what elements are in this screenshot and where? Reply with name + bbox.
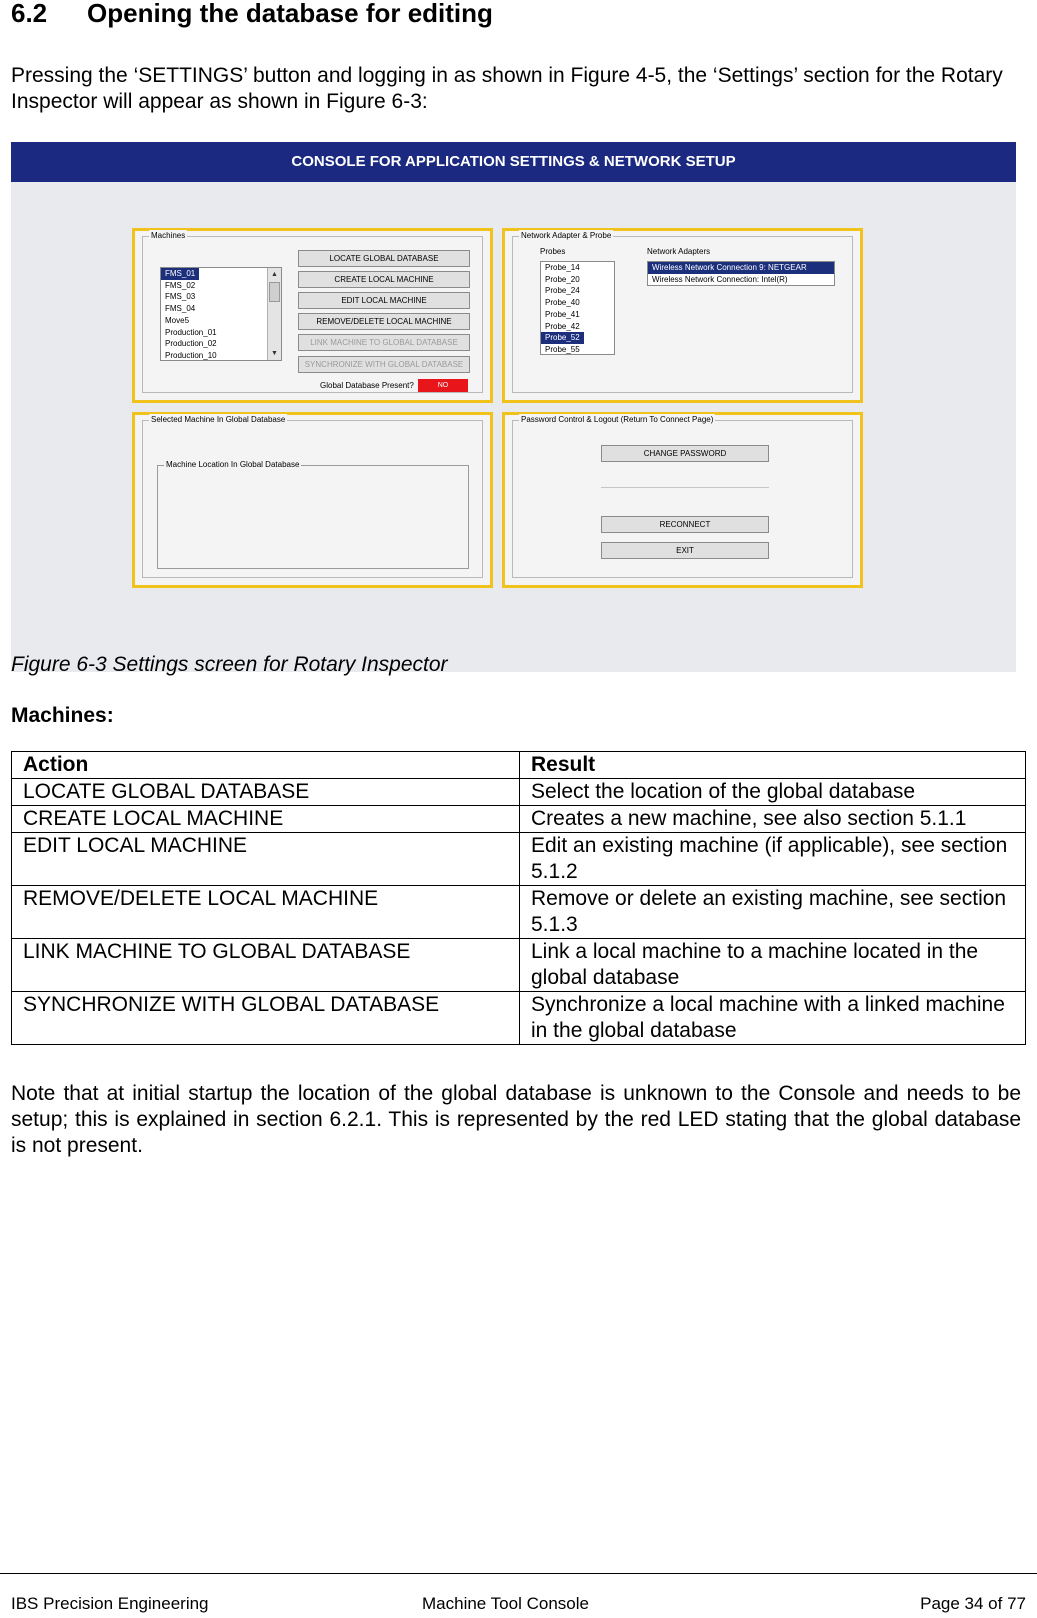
probe-list-item[interactable]: Probe_40: [545, 298, 580, 308]
result-cell: Link a local machine to a machine located in the global database: [520, 939, 1026, 992]
action-cell: LINK MACHINE TO GLOBAL DATABASE: [12, 939, 520, 992]
probe-list-item[interactable]: Probe_55: [545, 344, 580, 354]
selected-machine-panel: [132, 412, 493, 588]
probe-list-item[interactable]: Probe_42: [545, 321, 580, 331]
machine-location-label: Machine Location In Global Database: [166, 460, 300, 469]
footer-page-number: Page 34 of 77: [920, 1594, 1026, 1613]
table-header-row: [12, 752, 1026, 779]
adapters-label: Network Adapters: [647, 247, 711, 256]
remove-local-machine-button[interactable]: REMOVE/DELETE LOCAL MACHINE: [298, 313, 470, 330]
console-title-bar: CONSOLE FOR APPLICATION SETTINGS & NETWORK SETUP: [11, 142, 1016, 182]
footer-document-title: Machine Tool Console: [422, 1594, 589, 1613]
network-panel-label: Network Adapter & Probe: [521, 231, 612, 240]
create-local-machine-button[interactable]: CREATE LOCAL MACHINE: [298, 271, 470, 288]
probe-list-item[interactable]: Probe_41: [545, 309, 580, 319]
adapters-listbox[interactable]: [647, 261, 835, 286]
result-cell: Synchronize a local machine with a linked machine in the global database: [520, 992, 1026, 1045]
result-cell: Creates a new machine, see also section 5.1.1: [520, 806, 1026, 833]
global-present-label: Global Database Present?: [320, 381, 414, 390]
synchronize-button[interactable]: SYNCHRONIZE WITH GLOBAL DATABASE: [298, 356, 470, 373]
machines-panel-label: Machines: [151, 231, 186, 240]
header-result: Result: [520, 752, 1026, 779]
link-machine-button[interactable]: LINK MACHINE TO GLOBAL DATABASE: [298, 334, 470, 351]
adapter-list-item[interactable]: Wireless Network Connection 9: NETGEAR: [648, 262, 834, 274]
section-title: Opening the database for editing: [87, 0, 493, 28]
machine-list-item[interactable]: Production_01: [165, 327, 217, 337]
machines-heading: Machines:: [11, 704, 114, 727]
exit-button[interactable]: EXIT: [601, 542, 769, 559]
machine-location-group: [157, 460, 469, 569]
settings-screenshot: [11, 142, 1016, 672]
result-cell: Select the location of the global database: [520, 779, 1026, 806]
global-present-led: NO: [418, 379, 468, 392]
action-cell: SYNCHRONIZE WITH GLOBAL DATABASE: [12, 992, 520, 1045]
change-password-button[interactable]: CHANGE PASSWORD: [601, 445, 769, 462]
machine-list-item[interactable]: Production_10: [165, 350, 217, 360]
scroll-down-icon[interactable]: ▼: [271, 350, 278, 357]
edit-local-machine-button[interactable]: EDIT LOCAL MACHINE: [298, 292, 470, 309]
scroll-thumb[interactable]: [269, 282, 280, 302]
action-cell: REMOVE/DELETE LOCAL MACHINE: [12, 886, 520, 939]
selected-machine-label: Selected Machine In Global Database: [151, 415, 286, 424]
table-row: [12, 833, 1026, 886]
probe-list-item[interactable]: Probe_24: [545, 286, 580, 296]
section-number: 6.2: [11, 0, 48, 28]
machine-list-item[interactable]: Production_02: [165, 339, 217, 349]
intro-paragraph: Pressing the ‘SETTINGS’ button and logging in as shown in Figure 4-5, the ‘Settings’ section for the Rotary Inspector will appear as shown in Figure 6-3:: [11, 64, 1003, 113]
footer-company: IBS Precision Engineering: [11, 1594, 209, 1613]
machines-scrollbar[interactable]: [267, 268, 281, 360]
probe-list-item[interactable]: Probe_14: [545, 263, 580, 272]
password-panel: [502, 412, 863, 588]
figure-caption: Figure 6-3 Settings screen for Rotary Inspector: [11, 653, 448, 676]
table-row: [12, 992, 1026, 1045]
action-cell: LOCATE GLOBAL DATABASE: [12, 779, 520, 806]
result-cell: Edit an existing machine (if applicable), see section 5.1.2: [520, 833, 1026, 886]
reconnect-button[interactable]: RECONNECT: [601, 516, 769, 533]
network-panel: [502, 228, 863, 403]
divider: [601, 487, 769, 488]
probe-list-item[interactable]: Probe_20: [545, 274, 580, 284]
action-cell: EDIT LOCAL MACHINE: [12, 833, 520, 886]
table-row: [12, 939, 1026, 992]
section-heading: [11, 0, 493, 29]
machine-list-item[interactable]: FMS_03: [165, 292, 196, 302]
table-row: [12, 886, 1026, 939]
probes-label: Probes: [540, 247, 566, 256]
probe-list-item[interactable]: Probe_52: [541, 332, 584, 344]
note-paragraph: Note that at initial startup the location of the global database is unknown to the Console and needs to be setup; this is explained in section 6.2.1. This is represented by the red LED stating that the global database is not present.: [11, 1082, 1021, 1157]
header-action: Action: [12, 752, 520, 779]
machine-list-item[interactable]: FMS_04: [165, 304, 196, 314]
action-cell: CREATE LOCAL MACHINE: [12, 806, 520, 833]
machine-list-item[interactable]: Move5: [165, 315, 190, 325]
adapter-list-item[interactable]: Wireless Network Connection: Intel(R): [652, 274, 788, 284]
machine-list-item[interactable]: FMS_01: [161, 268, 199, 280]
actions-table: [11, 751, 1026, 1045]
machine-list-item[interactable]: FMS_02: [165, 280, 196, 290]
password-panel-label: Password Control & Logout (Return To Connect Page): [521, 415, 714, 424]
scroll-up-icon[interactable]: ▲: [271, 271, 278, 278]
machines-listbox[interactable]: [160, 267, 282, 361]
footer-divider: [0, 1573, 1037, 1574]
table-row: [12, 806, 1026, 833]
machines-panel: [132, 228, 493, 403]
table-row: [12, 779, 1026, 806]
locate-global-database-button[interactable]: LOCATE GLOBAL DATABASE: [298, 250, 470, 267]
probes-listbox[interactable]: [540, 261, 615, 355]
result-cell: Remove or delete an existing machine, see section 5.1.3: [520, 886, 1026, 939]
